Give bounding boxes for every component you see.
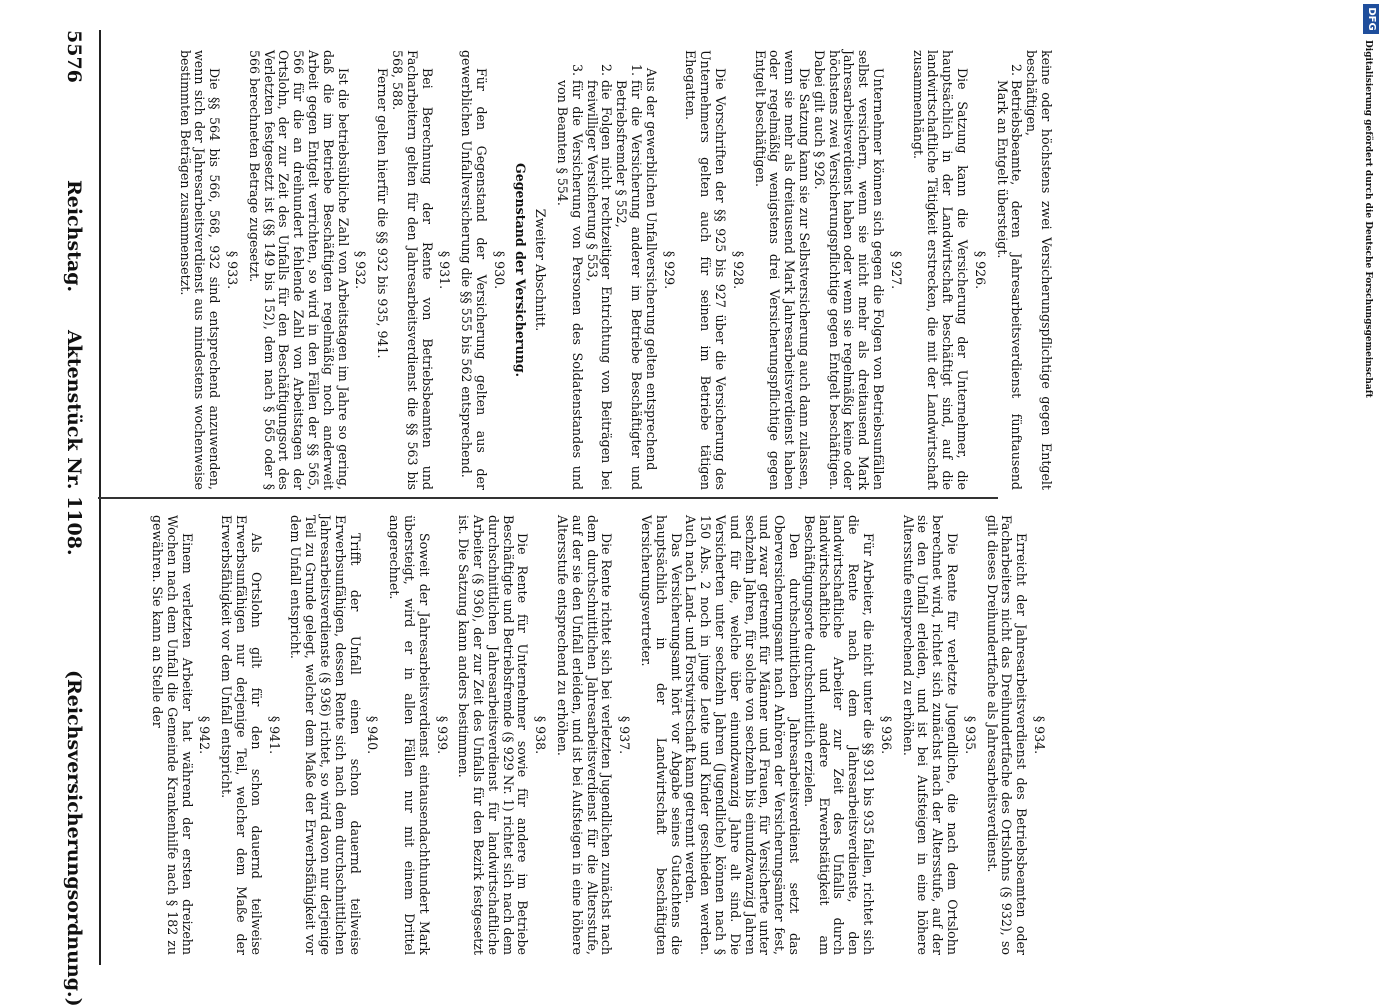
section-heading: § 932. [353, 250, 369, 290]
list-item: 3. für die Versicherung von Personen des Soldatenstandes und von Beamten § 554. [554, 80, 584, 490]
chamber-title: Reichstag. [63, 180, 85, 293]
section-heading: § 938. [533, 715, 549, 755]
list [994, 50, 1024, 490]
list [554, 50, 643, 490]
section-heading: § 931. [437, 250, 453, 290]
section-heading: § 934. [1032, 715, 1047, 755]
section-heading: § 928. [730, 250, 746, 290]
paragraph: Den durchschnittlichen Jahresarbeitsverdienst setzt das Oberversicherungsamt nach Anhören der Versicherungsämter fest, und zwar getrennt für Männer und Frauen, für Versicherte unter sechzehn Jahren, für solche von sechzehn bis einundzwanzig Jahren und für die, welche über einundzwanzig Jahre alt sind. Die Versicherten unter sechzehn Jahren (Jugendliche) können nach § 150 Abs. 2 noch in junge Leute und Kinder geschieden werden. Auch nach Land- und Forstwirtschaft kann getrennt werden. [683, 515, 803, 955]
page-header [51, 30, 91, 1007]
dfg-logo: DFG [1363, 4, 1379, 34]
list-item: 2. Betriebsbeamte, deren Jahresarbeitsverdienst fünftausend Mark an Entgelt übersteigt. [994, 80, 1024, 490]
section-heading: § 937. [617, 715, 633, 755]
paragraph: Die Rente für Unternehmer sowie für andere im Betriebe Beschäftigte und Betriebsfremde (§ 929 Nr. 1) richtet sich nach dem durchschnittlichen Jahresarbeitsverdienst für landwirtschaftliche Arbeiter (§ 936), der zur Zeit des Unfalls für den Bezirk festgesetzt ist. Die Satzung kann anders bestimmen. [456, 515, 531, 955]
chapter-title: Gegenstand der Versicherung. [513, 162, 529, 378]
paragraph: Für den Gegenstand der Versicherung gelten aus der gewerblichen Unfallversicherung die §§ 555 bis 562 entsprechend. [459, 50, 489, 490]
section-heading: § 935. [962, 715, 978, 755]
paragraph: Aus der gewerblichen Unfallversicherung gelten entsprechend [643, 68, 659, 471]
paragraph: Als Ortslohn gilt für den schon dauernd teilweise Erwerbsunfähigen nur derjenige Teil, welcher dem Maße der Erwerbsfähigkeit vor dem Unfall entspricht. [219, 515, 264, 955]
paragraph: Trifft der Unfall einen schon dauernd teilweise Erwerbsunfähigen, dessen Rente sich nach dem durchschnittlichen Jahresarbeitsverdienste (§ 936) richtet, so wird davon nur derjenige Teil zu Grunde gelegt, welcher dem Maße der Erwerbsfähigkeit vor dem Unfall entspricht. [288, 515, 363, 955]
section-heading: § 933. [224, 250, 240, 290]
paragraph: Unternehmer können sich gegen die Folgen von Betriebsunfällen selbst versichern, wenn sie nicht mehr als dreitausend Mark Jahresarbeitsverdienst haben oder wenn sie regelmäßig keine oder höchstens zwei Versicherungspflichtige gegen Entgelt beschäftigen. Dabei gilt auch § 926. [811, 50, 887, 490]
section-heading: § 939. [434, 715, 450, 755]
list-item: 1. für die Versicherung anderer im Betriebe Beschäftigter und Betriebsfremder § 552, [613, 80, 643, 490]
paragraph: Erreicht der Jahresarbeitsverdienst des Betriebsbeamten oder Facharbeiters nicht das Dreihundertfache des Ortslohns (§ 932), so gilt dieses Dreihundertfache als Jahresarbeitsverdienst. [984, 515, 1030, 955]
section-heading: § 942. [197, 715, 213, 755]
paragraph: Ferner gelten hierfür die §§ 932 bis 935, 941. [375, 68, 391, 359]
digitization-credit: Digitalisierung gefördert durch die Deutsche Forschungsgemeinschaft [1363, 40, 1373, 398]
section-heading: § 941. [266, 715, 282, 755]
paragraph: Die Satzung kann die Versicherung der Unternehmer, die hauptsächlich in der Landwirtschaft beschäftigt sind, auf die landwirtschaftliche Tätigkeit erstrecken, die mit der Landwirtschaft zusammenhängt. [910, 50, 971, 490]
column-rule [98, 497, 998, 499]
page-title: (Reichsversicherungsordnung.) [63, 670, 85, 1007]
paragraph: Bei Berechnung der Rente von Betriebsbeamten und Facharbeitern gelten für den Jahresarbeitsverdienst die §§ 563 bis 568, 588. [389, 50, 435, 490]
page-number: 5576 [63, 30, 85, 83]
right-column [149, 515, 1053, 955]
paragraph: Für Arbeiter, die nicht unter die §§ 931 bis 935 fallen, richtet sich die Rente nach dem Jahresarbeitsverdienste, den landwirtschaftliche Arbeiter zur Zeit des Unfalls durch landwirtschaftliche und andere Erwerbstätigkeit am Beschäftigungsorte durchschnittlich erzielen. [801, 515, 877, 955]
paragraph: Die Satzung kann sie zur Selbstversicherung auch dann zulassen, wenn sie mehr als dreitausend Mark Jahresarbeitsverdienst haben oder regelmäßig wenigstens drei Versicherungspflichtige gegen Entgelt beschäftigen. [752, 50, 813, 490]
section-heading: § 930. [491, 250, 507, 290]
paragraph: Ist die betriebsübliche Zahl von Arbeitstagen im Jahre so gering, daß die im Betriebe Beschäftigten regelmäßig noch anderweit Arbeit gegen Entgelt verrichten, so wird in den Fällen der §§ 565, 566 für die an dreihundert fehlende Zahl von Arbeitstagen der Ortslohn, der zur Zeit des Unfalls für den Beschäftigungsort des Verletzten festgesetzt ist (§§ 149 bis 152), dem nach § 565 oder § 566 berechneten Betrage zugesetzt. [246, 50, 351, 490]
section-heading: § 936. [878, 715, 894, 755]
paragraph: Die Rente richtet sich bei verletzten Jugendlichen zunächst nach dem durchschnittlichen Jahresarbeitsverdienst für die Altersstufe, auf der sie den Unfall erleiden, und ist bei Aufsteigen in eine höhere Altersstufe entsprechend zu erhöhen. [555, 515, 615, 955]
list-item: 2. die Folgen nicht rechtzeitiger Entrichtung von Beiträgen bei freiwilliger Versicherung § 553, [584, 80, 614, 490]
section-heading: § 926. [972, 250, 988, 290]
paragraph: Die Vorschriften der §§ 925 bis 927 über die Versicherung des Unternehmers gelten auch für seinen im Betriebe tätigen Ehegatten. [683, 50, 729, 490]
paragraph: Das Versicherungsamt hört vor Abgabe seines Gutachtens die hauptsächlich in der Landwirtschaft beschäftigten Versicherungsvertreter. [639, 515, 684, 955]
paragraph: Soweit der Jahresarbeitsverdienst eintausendachthundert Mark übersteigt, wird er in allen Fällen nur mit einem Drittel angerechnet. [387, 515, 432, 955]
left-column [177, 50, 1053, 490]
section-heading: § 927. [888, 250, 904, 290]
section-heading: § 929. [661, 250, 677, 290]
paragraph: Die §§ 564 bis 566, 568, 932 sind entsprechend anzuwenden, wenn sich der Jahresarbeitsverdienst aus mindestens wochenweise bestimmten Beträgen zusammensetzt. [177, 50, 223, 490]
section-heading: § 940. [365, 715, 381, 755]
chapter-heading: Zweiter Abschnitt. [532, 208, 548, 332]
paragraph: keine oder höchstens zwei Versicherungspflichtige gegen Entgelt beschäftigen, [1024, 50, 1054, 490]
document-number: Aktenstück Nr. 1108. [63, 330, 85, 556]
paragraph: Einem verletzten Arbeiter hat während der ersten dreizehn Wochen nach dem Unfall die Gemeinde Krankenhilfe nach § 182 zu gewähren. Sie kann an Stelle der [149, 515, 195, 955]
paragraph: Die Rente für verletzte Jugendliche, die nach dem Ortslohn berechnet wird, richtet sich zunächst nach der Altersstufe, auf der sie den Unfall erleiden, und ist bei Aufsteigen in eine höhere Altersstufe entsprechend zu erhöhen. [900, 515, 961, 955]
